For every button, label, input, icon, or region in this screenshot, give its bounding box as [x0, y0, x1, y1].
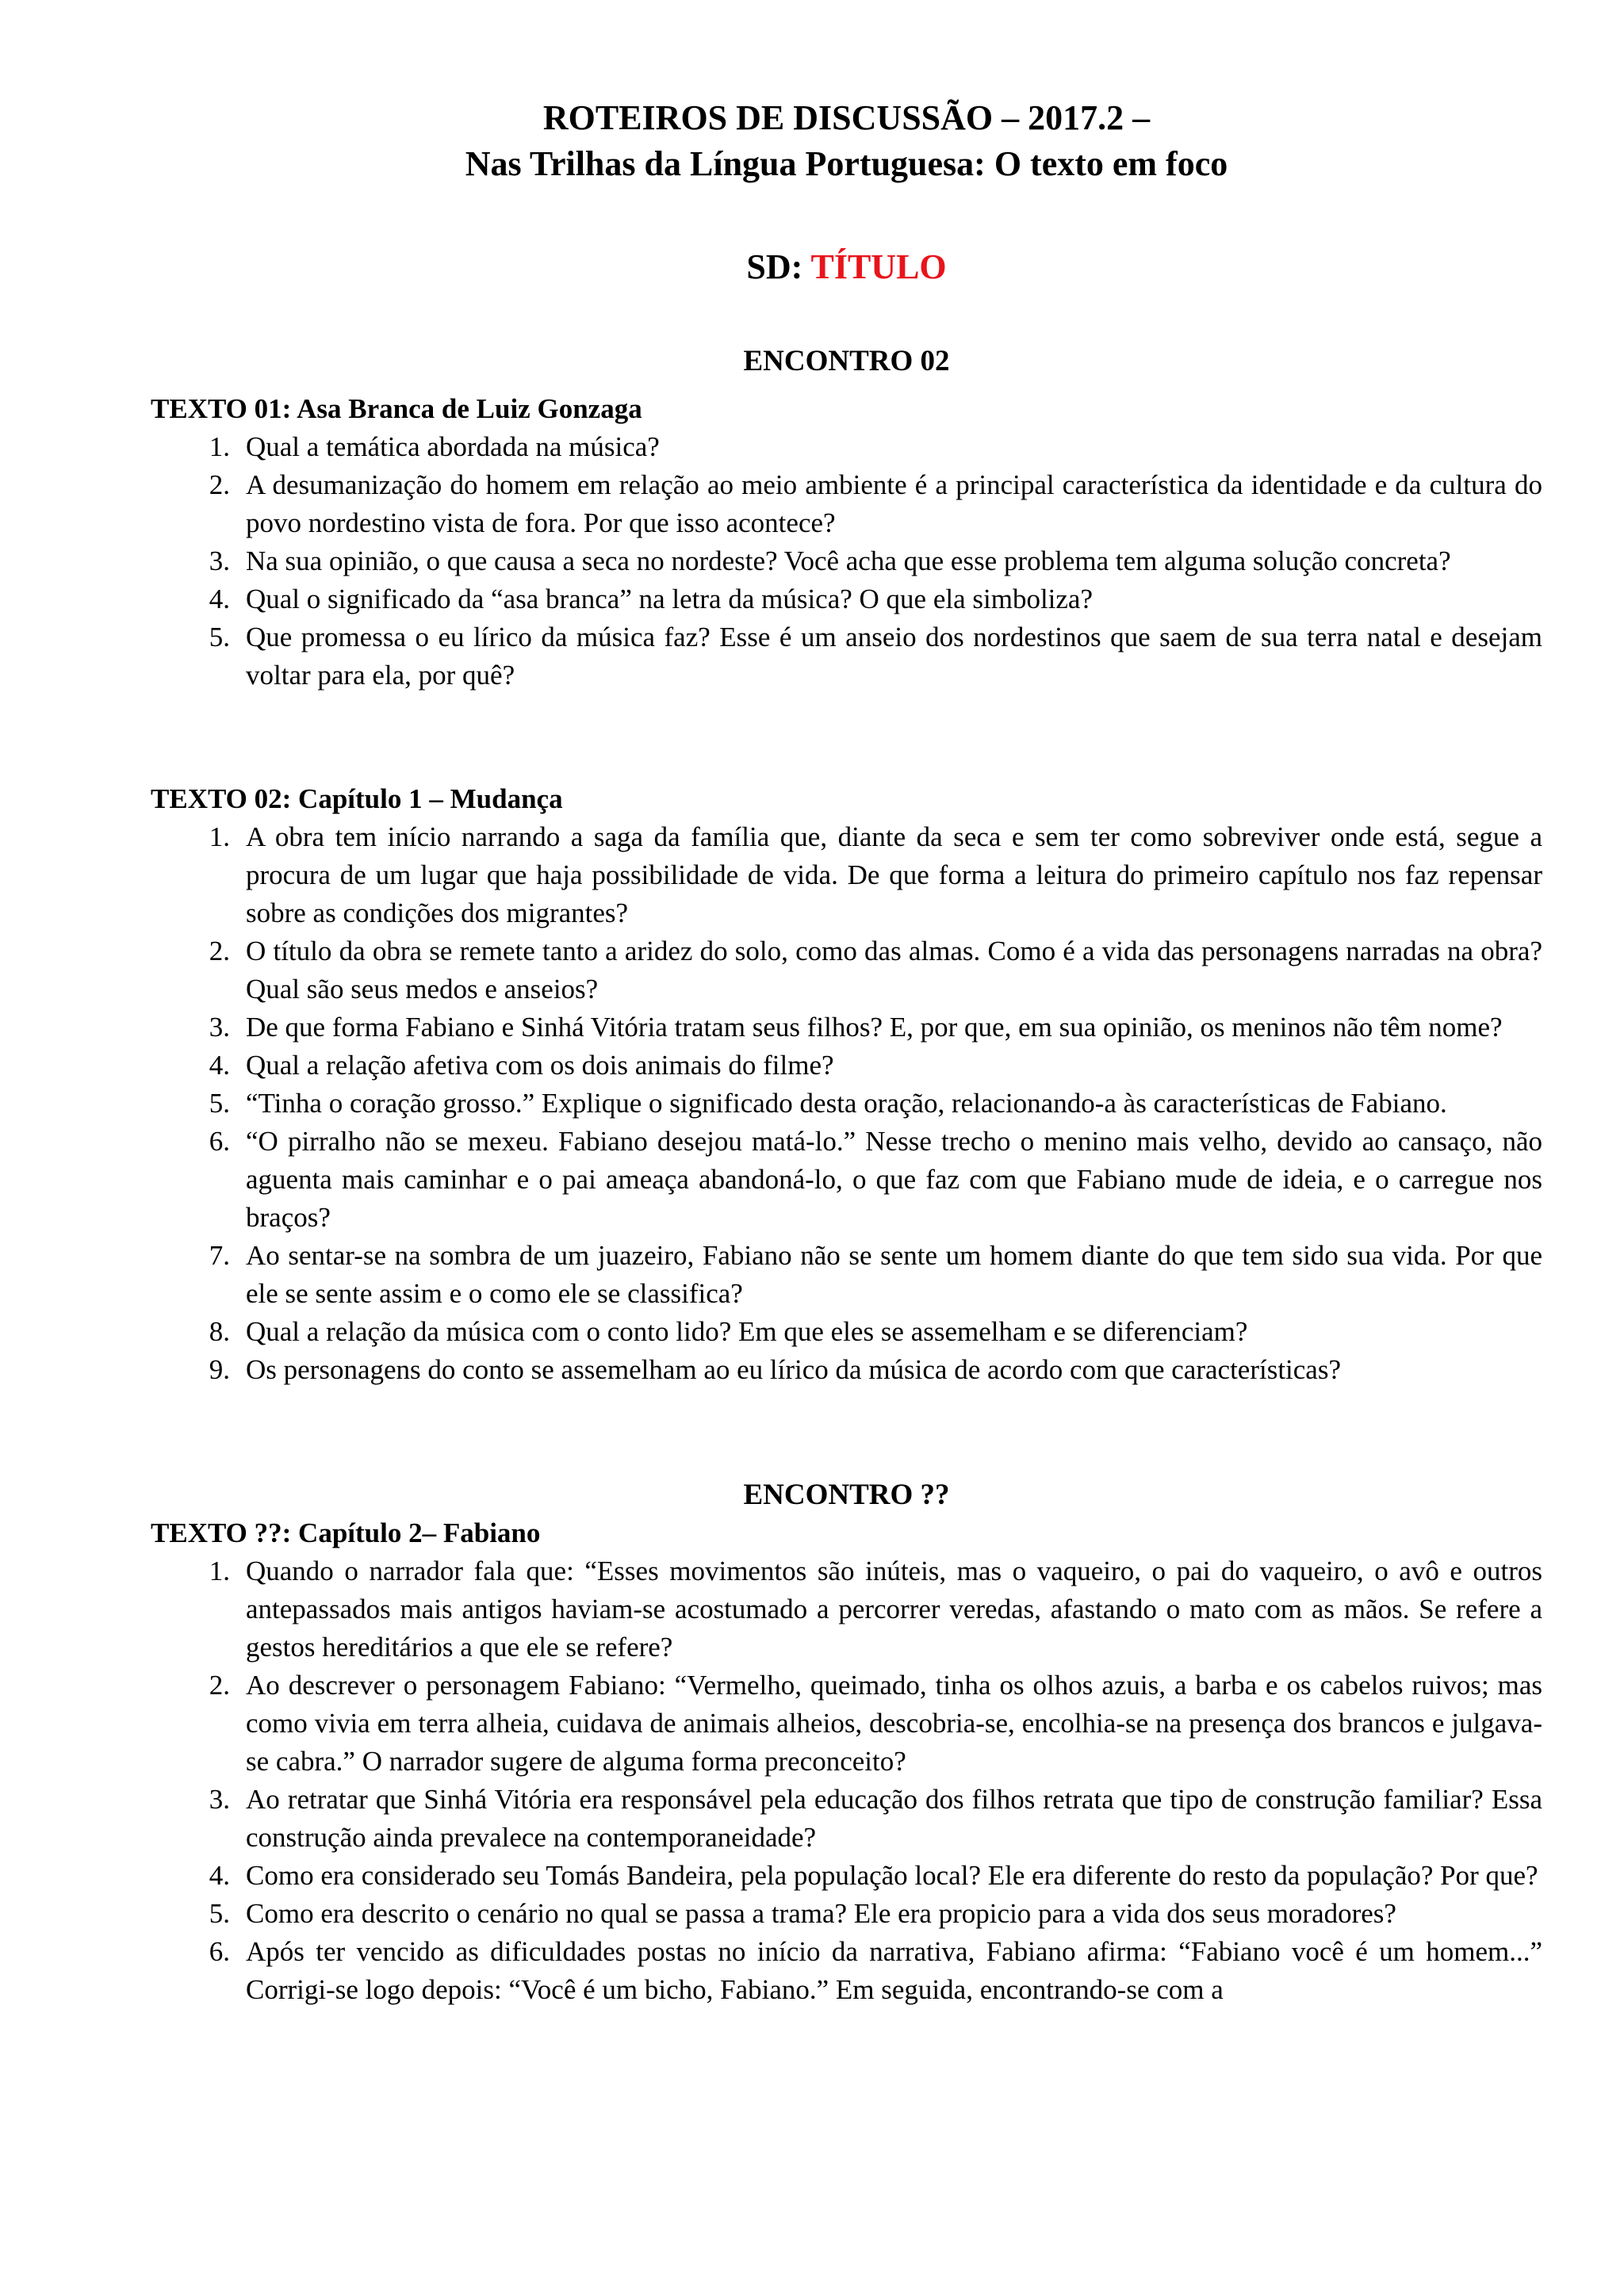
- question-number: 2.: [209, 469, 230, 500]
- question-list: [151, 1552, 1542, 2009]
- question-number: 6.: [209, 1126, 230, 1157]
- question-text: Após ter vencido as dificuldades postas no início da narrativa, Fabiano afirma: “Fabiano você é um homem...” Corrigi-se logo depois: “Você é um bicho, Fabiano.” Em seguida, encontrando-se com a: [246, 1936, 1542, 2005]
- encontro-heading: ENCONTRO 02: [743, 345, 950, 377]
- question-item: [151, 1313, 1542, 1351]
- question-text: A obra tem início narrando a saga da família que, diante da seca e sem ter como sobreviver onde está, segue a procura de um lugar que haja possibilidade de vida. De que forma a leitura do primeiro capítulo nos faz repensar sobre as condições dos migrantes?: [246, 821, 1542, 928]
- question-item: [151, 1933, 1542, 2009]
- question-text: Como era considerado seu Tomás Bandeira, pela população local? Ele era diferente do resto da população? Por que?: [246, 1860, 1538, 1891]
- document-page: [151, 95, 1542, 2009]
- question-number: 5.: [209, 622, 230, 652]
- question-number: 4.: [209, 584, 230, 614]
- question-list: [151, 428, 1542, 695]
- document-title-line-2: Nas Trilhas da Língua Portuguesa: O texto em foco: [465, 144, 1228, 183]
- question-list: [151, 818, 1542, 1389]
- question-text: A desumanização do homem em relação ao meio ambiente é a principal característica da identidade e da cultura do povo nordestino vista de fora. Por que isso acontece?: [246, 469, 1542, 538]
- question-text: Ao descrever o personagem Fabiano: “Vermelho, queimado, tinha os olhos azuis, a barba e os cabelos ruivos; mas como vivia em terra alheia, cuidava de animais alheios, descobria-se, encolhia-se na presença dos brancos e julgava-se cabra.” O narrador sugere de alguma forma preconceito?: [246, 1670, 1542, 1777]
- question-number: 2.: [209, 936, 230, 966]
- encontro-heading: ENCONTRO ??: [743, 1479, 950, 1511]
- question-item: [151, 466, 1542, 542]
- question-text: Que promessa o eu lírico da música faz? Esse é um anseio dos nordestinos que saem de sua terra natal e desejam voltar para ela, por quê?: [246, 622, 1542, 691]
- section-encontro-02: [151, 342, 1542, 695]
- question-number: 4.: [209, 1050, 230, 1081]
- question-item: [151, 1781, 1542, 1857]
- question-text: Ao sentar-se na sombra de um juazeiro, Fabiano não se sente um homem diante do que tem sido sua vida. Por que ele se sente assim e o como ele se classifica?: [246, 1240, 1542, 1309]
- question-text: “O pirralho não se mexeu. Fabiano desejou matá-lo.” Nesse trecho o menino mais velho, devido ao cansaço, não aguenta mais caminhar e o pai ameaça abandoná-lo, o que faz com que Fabiano mude de ideia, e o carregue nos braços?: [246, 1126, 1542, 1233]
- question-text: Na sua opinião, o que causa a seca no nordeste? Você acha que esse problema tem alguma solução concreta?: [246, 545, 1451, 576]
- question-text: Qual a relação da música com o conto lido? Em que eles se assemelham e se diferenciam?: [246, 1316, 1248, 1347]
- question-number: 4.: [209, 1860, 230, 1891]
- question-number: 3.: [209, 1012, 230, 1043]
- question-item: [151, 1667, 1542, 1781]
- question-text: Como era descrito o cenário no qual se passa a trama? Ele era propicio para a vida dos seus moradores?: [246, 1898, 1396, 1929]
- question-text: “Tinha o coração grosso.” Explique o significado desta oração, relacionando-a às características de Fabiano.: [246, 1088, 1447, 1119]
- question-number: 3.: [209, 545, 230, 576]
- texto-heading: TEXTO 01: Asa Branca de Luiz Gonzaga: [151, 393, 642, 424]
- question-text: Os personagens do conto se assemelham ao eu lírico da música de acordo com que características?: [246, 1354, 1341, 1385]
- document-title-line-1: ROTEIROS DE DISCUSSÃO – 2017.2 –: [542, 98, 1151, 137]
- sd-heading: [151, 244, 1542, 290]
- question-number: 3.: [209, 1784, 230, 1815]
- question-text: Ao retratar que Sinhá Vitória era responsável pela educação dos filhos retrata que tipo de construção familiar? Essa construção ainda prevalece na contemporaneidade?: [246, 1784, 1542, 1853]
- question-text: De que forma Fabiano e Sinhá Vitória tratam seus filhos? E, por que, em sua opinião, os meninos não têm nome?: [246, 1012, 1503, 1043]
- question-item: [151, 932, 1542, 1008]
- question-number: 2.: [209, 1670, 230, 1701]
- question-number: 7.: [209, 1240, 230, 1271]
- texto-heading: TEXTO ??: Capítulo 2– Fabiano: [151, 1517, 541, 1548]
- question-number: 5.: [209, 1088, 230, 1119]
- question-item: [151, 1857, 1542, 1895]
- question-number: 1.: [209, 431, 230, 462]
- question-item: [151, 1237, 1542, 1313]
- question-item: [151, 818, 1542, 932]
- question-text: Qual a temática abordada na música?: [246, 431, 660, 462]
- question-text: Qual o significado da “asa branca” na letra da música? O que ela simboliza?: [246, 584, 1093, 614]
- question-item: [151, 1123, 1542, 1237]
- question-item: [151, 580, 1542, 618]
- question-item: [151, 618, 1542, 695]
- question-number: 6.: [209, 1936, 230, 1967]
- question-item: [151, 1552, 1542, 1667]
- question-number: 5.: [209, 1898, 230, 1929]
- question-item: [151, 1895, 1542, 1933]
- sd-title: TÍTULO: [810, 247, 947, 286]
- question-number: 1.: [209, 821, 230, 852]
- question-item: [151, 1008, 1542, 1047]
- question-item: [151, 1047, 1542, 1085]
- section-texto-02: [151, 780, 1542, 1389]
- question-item: [151, 542, 1542, 580]
- question-item: [151, 1351, 1542, 1389]
- question-number: 1.: [209, 1556, 230, 1586]
- section-encontro-unknown: [151, 1476, 1542, 2009]
- question-item: [151, 428, 1542, 466]
- question-number: 9.: [209, 1354, 230, 1385]
- question-text: O título da obra se remete tanto a aridez do solo, como das almas. Como é a vida das personagens narradas na obra? Qual são seus medos e anseios?: [246, 936, 1542, 1004]
- question-text: Qual a relação afetiva com os dois animais do filme?: [246, 1050, 834, 1081]
- question-text: Quando o narrador fala que: “Esses movimentos são inúteis, mas o vaqueiro, o pai do vaqueiro, o avô e outros antepassados mais antigos haviam-se acostumado a percorrer veredas, afastando o mato com as mãos. Se refere a gestos hereditários a que ele se refere?: [246, 1556, 1542, 1663]
- texto-heading: TEXTO 02: Capítulo 1 – Mudança: [151, 783, 563, 814]
- question-number: 8.: [209, 1316, 230, 1347]
- sd-prefix: SD:: [746, 247, 811, 286]
- question-item: [151, 1085, 1542, 1123]
